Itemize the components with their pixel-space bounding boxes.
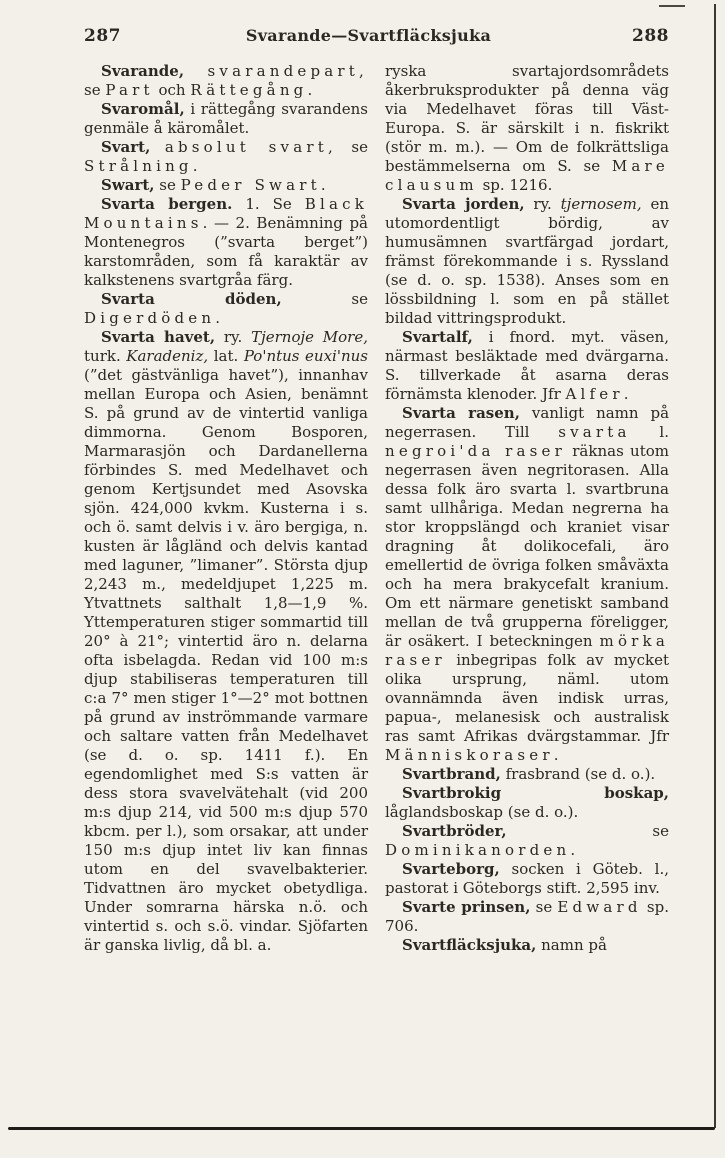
text-run: Svartbrand, [402, 765, 501, 783]
text-run: se [281, 290, 368, 308]
text-run: tjernosem, [560, 195, 642, 213]
left-column [84, 62, 368, 955]
text-run: . [215, 309, 221, 327]
text-run: Svart, [101, 138, 151, 156]
text-run: Strålning [84, 157, 193, 175]
text-run: Svarta bergen. [101, 195, 233, 213]
text-run: ryska svartajordsområdets åkerbruksprodukter på denna väg via Medelhavet föras till Väst-Europa. S. är särskilt i n. fiskrikt (stör m. m.). — Om de folkrättsliga bestämmelserna om S. se [385, 62, 669, 175]
text-run: och [153, 81, 191, 99]
right-column [385, 62, 669, 955]
text-run: mörka raser [385, 632, 669, 669]
text-run: Svartbrokig boskap, [402, 784, 669, 802]
text-run: l. [630, 423, 669, 441]
entry-paragraph [385, 62, 669, 195]
text-run: i fnord. myt. väsen, närmast besläktade med dvärgarna. S. tillverkade åt asarna deras förnämsta klenoder. Jfr [385, 328, 669, 403]
text-columns [84, 62, 669, 955]
text-run: Människoraser [385, 746, 554, 764]
text-run: Svarteborg, [402, 860, 500, 878]
text-run: i rättegång svarandens genmäle å käromålet. [84, 100, 368, 137]
text-run: se [154, 176, 181, 194]
entry-paragraph [84, 62, 368, 100]
text-run: . [553, 746, 559, 764]
text-run: Svarta döden, [101, 290, 282, 308]
text-run: Mare clausum [385, 157, 669, 194]
text-run: Karadeniz, [126, 347, 209, 365]
text-run: låglandsboskap (se d. o.). [385, 803, 579, 821]
text-run: Svaromål, [101, 100, 185, 118]
entry-paragraph [84, 328, 368, 955]
text-run: Svartalf, [402, 328, 473, 346]
text-run: Black Mountains [84, 195, 368, 232]
text-run: negroi'da raser [385, 442, 566, 460]
text-run: Edward [557, 898, 642, 916]
text-run: Tjernoje More, [251, 328, 368, 346]
text-run: Part [105, 81, 154, 99]
text-run: inbegripas folk av mycket olika ursprung, näml. utom ovannämnda även indisk urras, papua-, melanesisk och australisk ras samt Afrikas dvärgstammar. Jfr [385, 651, 669, 745]
text-run [150, 138, 164, 156]
entry-paragraph [84, 290, 368, 328]
text-run: lat. [208, 347, 244, 365]
text-run: Svartbröder, [402, 822, 507, 840]
text-run: Digerdöden [84, 309, 216, 327]
page-number-left: 287 [84, 26, 121, 46]
text-run: . [320, 176, 326, 194]
entry-paragraph [385, 328, 669, 404]
text-run: Rättegång [190, 81, 308, 99]
text-run: ry. [524, 195, 561, 213]
entry-paragraph [84, 195, 368, 290]
text-run: Svartfläcksjuka, [402, 936, 537, 954]
text-run: se [336, 138, 368, 156]
text-run: . [192, 157, 198, 175]
text-run: Dominikanorden [385, 841, 571, 859]
text-run [184, 62, 207, 80]
text-run: Svarta havet, [101, 328, 216, 346]
text-run: se [84, 81, 106, 99]
text-run: se [530, 898, 558, 916]
text-run: socken i Göteb. l., pastorat i Göteborgs stift. 2,595 inv. [385, 860, 669, 897]
entry-paragraph [84, 176, 368, 195]
scan-artifact-bottom-edge [8, 1127, 715, 1130]
text-run: namn på [536, 936, 607, 954]
entry-paragraph [84, 138, 368, 176]
text-run: . [307, 81, 313, 99]
scan-artifact-right-edge [714, 4, 716, 1128]
text-run: absolut svart, [164, 138, 337, 156]
text-run: Alfer [565, 385, 624, 403]
entry-paragraph [385, 822, 669, 860]
page-title: Svarande—Svartfläcksjuka [245, 26, 492, 45]
entry-paragraph [385, 195, 669, 328]
scan-artifact-top [659, 5, 685, 7]
entry-paragraph [385, 936, 669, 955]
entry-paragraph [385, 765, 669, 784]
text-run: Svarta jorden, [402, 195, 525, 213]
text-run: turk. [84, 347, 127, 365]
text-run: en utomordentligt bördig, av humusämnen svartfärgad jordart, främst förekommande i s. Ryssland (se d. o. sp. 1538). Anses som en lössbildning l. som en på stället bildad vittringsprodukt. [385, 195, 669, 327]
text-run: Svarte prinsen, [402, 898, 531, 916]
text-run: Svarta rasen, [402, 404, 520, 422]
text-run: Swart, [101, 176, 155, 194]
text-run: sp. 706. [385, 898, 669, 935]
text-run: se [506, 822, 669, 840]
text-run: sp. 1216. [477, 176, 553, 194]
text-run: . [623, 385, 629, 403]
entry-paragraph [84, 100, 368, 138]
text-run: Peder Swart [180, 176, 321, 194]
text-run: ry. [215, 328, 252, 346]
text-run: räknas utom negerrasen även negritorasen. Alla dessa folk äro svarta l. svartbruna samt ullhåriga. Medan negrerna ha stor kroppslängd och kraniet visar dragning åt dolikocefali, äro emellertid de övriga folken småväxta och ha mera brakycefalt kranium. Om ett närmare genetiskt samband mellan de två grupperna föreligger, är osäkert. I beteckningen [385, 442, 670, 650]
text-run: Po'ntus euxi'nus [243, 347, 368, 365]
text-run: (”det gästvänliga havet”), innanhav mellan Europa och Asien, benämnt S. på grund av de vintertid vanliga dimmorna. Genom Bosporen, Marmarasjön och Dardanellerna förbindes S. med Medelhavet och genom Kertjsundet med Asovska sjön. 424,000 kvkm. Kusterna i s. och ö. samt delvis i v. äro bergiga, n. kusten är lågländ och delvis kantad med laguner, ”limaner”. Största djup 2,243 m., medeldjupet 1,225 m. Ytvattnets salthalt 1,8—1,9 %. Yttemperaturen stiger sommartid till 20° à 21°; vintertid äro n. delarna ofta isbelagda. Redan vid 100 m:s djup stabiliseras temperaturen till c:a 7° men stiger 1°—2° mot bottnen på grund av inströmmande varmare och saltare vatten från Medelhavet (se d. o. sp. 1411 f.). En egendomlighet med S:s vatten är dess stora svavelvätehalt (vid 200 m:s djup 214, vid 500 m:s djup 570 kbcm. per l.), som orsakar, att under 150 m:s djup intet liv kan finnas utom en del svavelbakterier. Tidvattnen äro mycket obetydliga. Under somrarna härska n.ö. och vintertid s. och s.ö. vindar. Sjöfarten är ganska livlig, då bl. a. [84, 366, 368, 954]
text-run: . — 2. Benämning på Montenegros (”svarta berget”) karstområden, som få karaktär av kalkstenens svartgråa färg. [84, 214, 368, 289]
text-run: Svarande, [101, 62, 185, 80]
entry-paragraph [385, 784, 669, 822]
text-run: 1. Se [232, 195, 305, 213]
page-header [84, 26, 669, 46]
text-run: . [570, 841, 576, 859]
text-run: svarandepart, [207, 62, 368, 80]
text-run: frasbrand (se d. o.). [500, 765, 656, 783]
entry-paragraph [385, 860, 669, 898]
text-run: vanligt namn på negerrasen. Till [385, 404, 670, 441]
entry-paragraph [385, 898, 669, 936]
page-number-right: 288 [631, 26, 669, 46]
entry-paragraph [385, 404, 669, 765]
text-run: svarta [558, 423, 631, 441]
